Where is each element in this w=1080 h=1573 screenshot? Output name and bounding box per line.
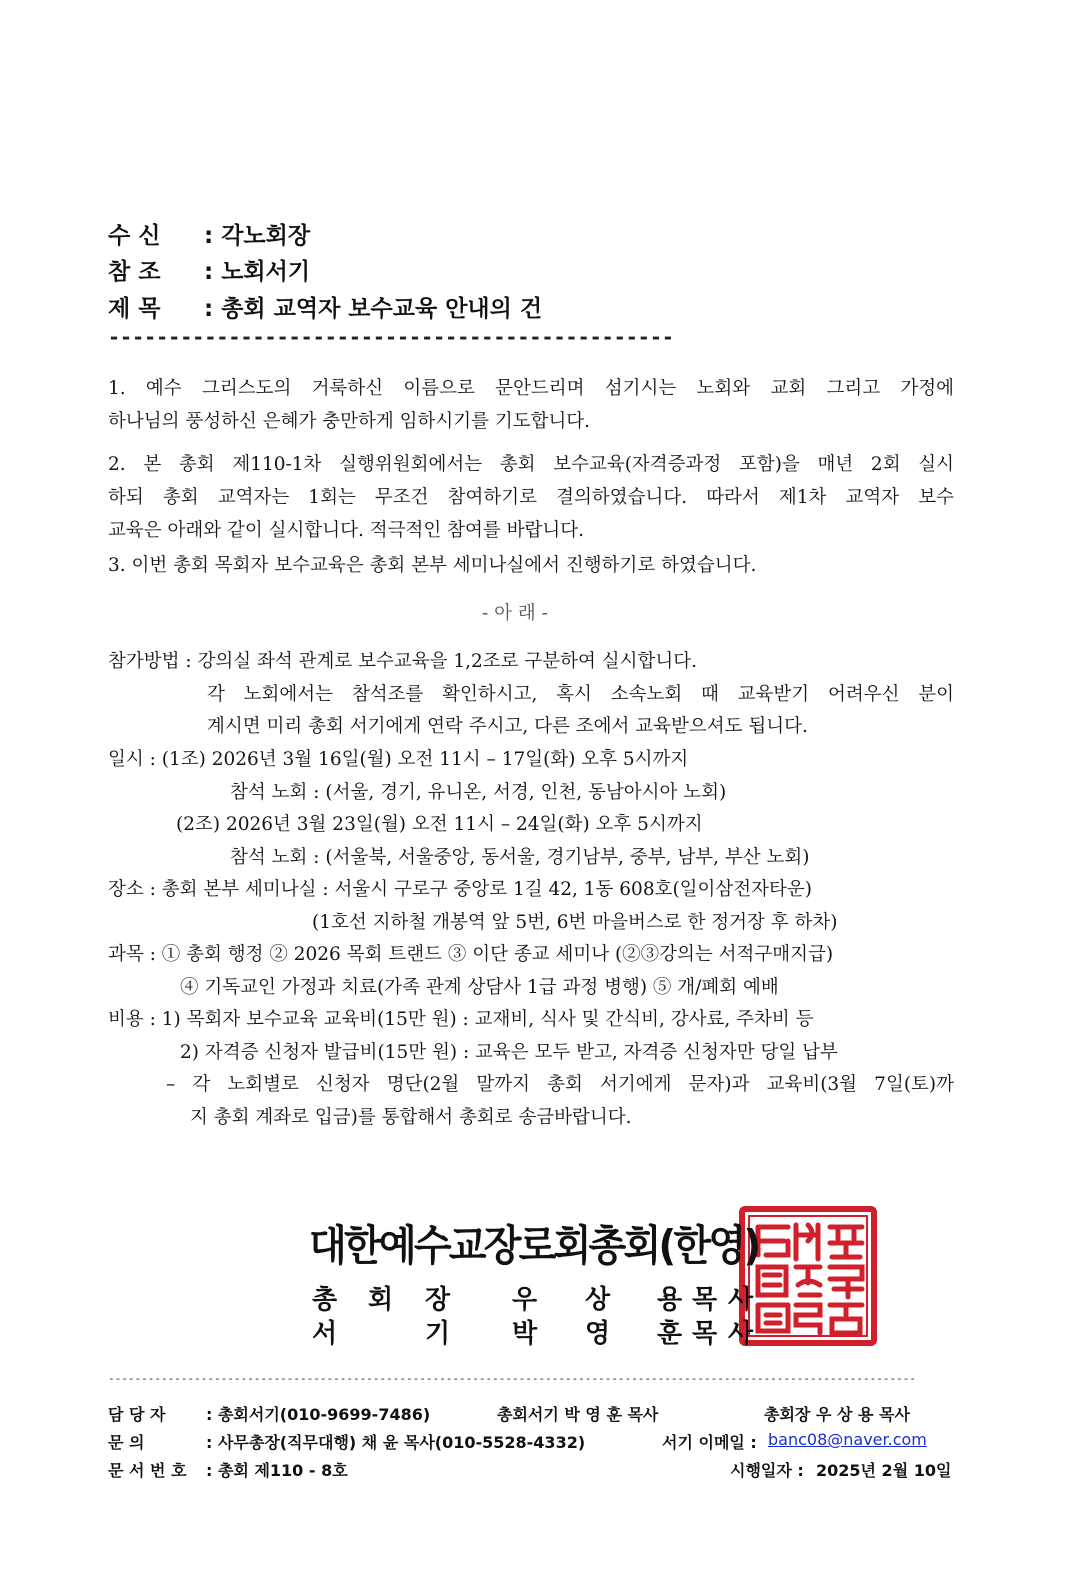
footer-divider: --------------------------------------------------------------------------------------------------------------------------	[108, 1372, 916, 1385]
president-name-char-4: 목	[692, 1285, 718, 1315]
paragraph-3: 3. 이번 총회 목회자 보수교육은 총회 본부 세미나실에서 진행하기로 하였습니다.	[108, 555, 757, 576]
cost-line-4: 지 총회 계좌로 입금)를 통합해서 총회로 송금바랍니다.	[190, 1107, 632, 1128]
subject-line	[108, 290, 542, 323]
president-name-char-1: 우	[512, 1285, 538, 1315]
paragraph-1-line-2: 하나님의 풍성하신 은혜가 충만하게 임하시기를 기도합니다.	[108, 411, 591, 432]
contact-label: 담 당 자	[108, 1405, 166, 1424]
paragraph-1	[108, 372, 954, 438]
date-line-1: 일시 : (1조) 2026년 3월 16일(월) 오전 11시 – 17일(화) 오후 5시까지	[108, 749, 689, 770]
inquiry-value: : 사무총장(직무대행) 채 윤 목사(010-5528-4332)	[206, 1433, 586, 1452]
place-line-1: 장소 : 총회 본부 세미나실 : 서울시 구로구 중앙로 1길 42, 1동 608호(일이삼전자타운)	[108, 879, 813, 900]
president-name-char-5: 사	[728, 1285, 754, 1315]
date-line-4: 참석 노회 : (서울북, 서울중앙, 동서울, 경기남부, 중부, 남부, 부산 노회)	[230, 847, 810, 868]
secretary-name-char-3: 훈	[657, 1319, 683, 1349]
paragraph-2-line-1: 2. 본 총회 제110-1차 실행위원회에서는 총회 보수교육(자격증과정 포함)을 매년 2회 실시	[108, 454, 954, 475]
secretary-title-char-1: 서	[312, 1319, 338, 1349]
president-title-char-2: 회	[368, 1285, 394, 1315]
subject-value: : 총회 교역자 보수교육 안내의 건	[204, 296, 543, 322]
president-sign: 총회장 우 상 용 목사	[764, 1405, 910, 1424]
cost-line-3: – 각 노회별로 신청자 명단(2월 말까지 총회 서기에게 문자)과 교육비(3월 7일(토)까	[166, 1074, 954, 1095]
seal-caption: 총회장직인	[808, 1285, 813, 1286]
cc-label: 참 조	[108, 259, 161, 285]
recipient-label: 수 신	[108, 223, 161, 249]
cost-line-1: 비용 : 1) 목회자 보수교육 교육비(15만 원) : 교재비, 식사 및 간식비, 강사료, 주차비 등	[108, 1009, 814, 1030]
effective-date-value: 2025년 2월 10일	[816, 1461, 952, 1480]
date-line-2: 참석 노회 : (서울, 경기, 유니온, 서경, 인천, 동남아시아 노회)	[230, 782, 727, 803]
president-name-char-2: 상	[585, 1285, 611, 1315]
paragraph-2-line-2: 하되 총회 교역자는 1회는 무조건 참여하기로 결의하였습니다. 따라서 제1차 교역자 보수	[108, 487, 954, 508]
recipient-line	[108, 217, 310, 250]
paragraph-1-line-1: 1. 예수 그리스도의 거룩하신 이름으로 문안드리며 섬기시는 노회와 교회 그리고 가정에	[108, 378, 954, 399]
president-name-char-3: 용	[657, 1285, 683, 1315]
method-line-1: 참가방법 : 강의실 좌석 관계로 보수교육을 1,2조로 구분하여 실시합니다.	[108, 651, 697, 672]
secretary-sign: 총회서기 박 영 훈 목사	[497, 1405, 659, 1424]
president-title-char-3: 장	[425, 1285, 451, 1315]
secretary-name-char-5: 사	[728, 1319, 754, 1349]
secretary-name-char-2: 영	[585, 1319, 611, 1349]
organization-name: 대한예수교장로회총회(한영)	[309, 1221, 759, 1270]
secretary-signature-line	[0, 1313, 1080, 1347]
method-line-2: 각 노회에서는 참석조를 확인하시고, 혹시 소속노회 때 교육받기 어려우신 분이	[207, 684, 954, 705]
president-signature-line	[0, 1279, 1080, 1313]
secretary-name-char-1: 박	[512, 1319, 538, 1349]
effective-date-label: 시행일자 :	[730, 1461, 804, 1480]
paragraph-2	[108, 448, 954, 547]
secretary-title-char-2: 기	[425, 1319, 451, 1349]
subject-line-1: 과목 : ① 총회 행정 ② 2026 목회 트랜드 ③ 이단 종교 세미나 (②③강의는 서적구매지급)	[108, 944, 834, 965]
document-number-label: 문 서 번 호	[108, 1461, 187, 1480]
cc-value: : 노회서기	[204, 259, 311, 285]
contact-value: : 총회서기(010-9699-7486)	[206, 1405, 431, 1424]
subject-label: 제 목	[108, 296, 161, 322]
method-line-3: 계시면 미리 총회 서기에게 연락 주시고, 다른 조에서 교육받으셔도 됩니다.	[207, 716, 808, 737]
recipient-value: : 각노회장	[204, 223, 311, 249]
email-link[interactable]: banc08@naver.com	[768, 1430, 927, 1449]
inquiry-label: 문 의	[108, 1433, 145, 1452]
president-title-char-1: 총	[312, 1285, 338, 1315]
date-line-3: (2조) 2026년 3월 23일(월) 오전 11시 – 24일(화) 오후 5시까지	[176, 814, 703, 835]
email-label: 서기 이메일 :	[662, 1433, 757, 1452]
cc-line	[108, 253, 310, 286]
secretary-name-char-4: 목	[692, 1319, 718, 1349]
place-line-2: (1호선 지하철 개봉역 앞 5번, 6번 마을버스로 한 정거장 후 하차)	[312, 912, 838, 933]
paragraph-2-line-3: 교육은 아래와 같이 실시합니다. 적극적인 참여를 바랍니다.	[108, 520, 584, 541]
header-divider: -----------------------------------------------	[108, 325, 674, 349]
below-heading: - 아 래 -	[482, 603, 548, 624]
subject-line-2: ④ 기독교인 가정과 치료(가족 관계 상담사 1급 과정 병행) ⑤ 개/폐회 예배	[180, 977, 779, 998]
cost-line-2: 2) 자격증 신청자 발급비(15만 원) : 교육은 모두 받고, 자격증 신청자만 당일 납부	[180, 1042, 838, 1063]
document-number-value: : 총회 제110 - 8호	[206, 1461, 348, 1480]
